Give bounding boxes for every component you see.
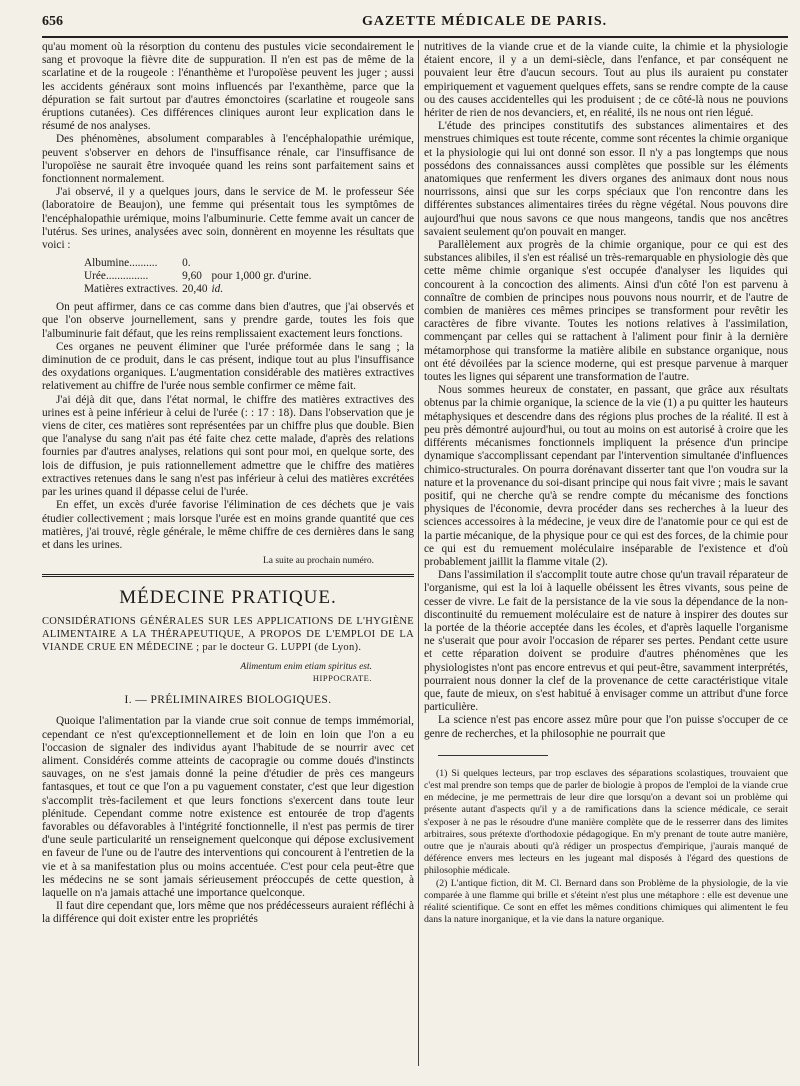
paragraph: Parallèlement aux progrès de la chimie organique, pour ce qui est des substances alibiles, il s'en est réalisé un très-remarquable en physiologie dès que cette même chimie organique s'est occupée d'analyser les liquides qui concourent à la concoction des aliments. Ainsi d'un côté l'on est parvenu à connaître de combien de principes nous pouvons nous nourrir, et de l'autre de combien de manières ces mêmes principes se transforment pour revêtir les caractères de fibre vivante. Toutes les notions relatives à l'assimilation, commençant par celles qui se rattachent à l'aliment pour finir à la dernière métamorphose qui transforme la matière alibile en substance organique, nous ont été dévoilées par la science moderne, qui est presque parvenue à marquer toutes les lignes qui séparent une transformation de l'autre. <box>424 239 788 384</box>
left-column <box>42 41 414 1066</box>
paragraph: En effet, un excès d'urée favorise l'élimination de ces déchets que je vais étudier collectivement ; mais lorsque l'urée est en moins grande quantité que ces matières, j'ai trouvé, règle générale, le même chiffre de ces dernières dans le sang et dans les urines. <box>42 499 414 551</box>
paragraph: Il faut dire cependant que, lors même que nos prédécesseurs auraient réfléchi à la différence qui doit exister entre les propriétés <box>42 900 414 926</box>
footnote-rule <box>438 755 548 756</box>
paragraph: Dans l'assimilation il s'accomplit toute autre chose qu'un travail réparateur de l'organisme, qui est la loi à laquelle obéissent les êtres vivants, sous peine de cesser de vivre. Le fait de la persistance de la vie sous la dépendance de la non-discontinuité du remuement moléculaire est de nature à inspirer des doutes sur la portée de la théorie acceptée dans les écoles, et d'après laquelle l'organisme ne s'userait que pour avoir l'occasion de réparer ses pertes. Pendant cette usure et cette réparation doivent se produire d'autres phénomènes que les physiologistes n'ont pas encore entrevus et qui peut-être, savamment interprétés, pourraient nous donner la clef de la provenance de cette caractéristique vitale que, faute de mieux, on s'est habitué à envisager comme un attribut d'une force particulière. <box>424 569 788 714</box>
column-divider <box>418 40 419 1066</box>
result-label: Albumine.......... <box>84 257 158 270</box>
result-unit <box>212 257 316 270</box>
epigraph <box>42 662 372 684</box>
table-row <box>84 257 315 270</box>
footnotes <box>424 768 788 927</box>
paragraph: nutritives de la viande crue et de la viande cuite, la chimie et la physiologie étaient encore, il y a un demi-siècle, dans l'enfance, et par conséquent ne pouvaient leur être d'aucun secours. Tout au plus ils auraient pu constater empiriquement et vaguement quelques effets, sans se rendre compte de la cause ou des causes accidentelles qui les produisent ; de ce côté-là nous ne pouvions hériter de rien de nos devanciers, et, en réalité, ils ne nous ont rien légué. <box>424 41 788 120</box>
continuation-note: La suite au prochain numéro. <box>262 556 374 567</box>
paragraph: qu'au moment où la résorption du contenu des pustules vicie secondairement le sang et provoque la fièvre dite de suppuration. Il n'en est pas de même de la scarlatine et de la rougeole : l'énanthème et l'uropoïèse peuvent les juger ; aussi les accidents généraux sont moins influencés par l'exanthème, parce que la dépuration se fait surtout par d'autres émonctoires (scarlatine et rougeole sans éruptions cutanées). Ces différences cliniques auront leur explication dans le résumé de nos analyses. <box>42 41 414 133</box>
urine-results-table <box>84 257 315 296</box>
paragraph: Nous sommes heureux de constater, en passant, que grâce aux résultats obtenus par la chimie organique, la science de la vie (1) a pu quitter les hauteurs métaphysiques et descendre dans des régions plus proches de la réalité. Il est à peu près démontré aujourd'hui, ou tout au moins on est autorisé à croire que les différents mécanismes fonctionnels impliquent la présence d'un principe dynamique s'accomplissant cependant par l'intervention simultanée d'influences chimico-structurales. On pourra dorénavant disserter tant que l'on voudra sur la nature et la provenance du soi-disant principe qui nous fait vivre ; mais le savant positif, qui ne cherche qu'à se rendre compte du mécanisme des fonctions physiques de l'économie, devra procéder dans ses recherches à la lueur des sciences accessoires à la médecine, je veux dire de l'anatomie pour ce qui est de la partie mécanique, de la physique pour ce qui est des forces, de la chimie pour ce qui est du remuement moléculaire inséparable de l'existence et d'où probablement jaillit la flamme vitale (2). <box>424 384 788 568</box>
section-rule <box>42 574 414 577</box>
footnote: (2) L'antique fiction, dit M. Cl. Bernard dans son Problème de la physiologie, de la vie comparée à une flamme qui brille et s'éteint n'est plus une métaphore : elle est devenue une réalité scientifique. Ce sont en effet les mêmes conditions chimiques qui alimentent le feu dans la nature inorganique, et la vie dans la nature organique. <box>424 877 788 926</box>
table-row <box>84 283 315 296</box>
paragraph: Des phénomènes, absolument comparables à l'encéphalopathie urémique, peuvent s'observer en dehors de l'insuffisance rénale, car l'insuffisance de l'uropoïèse ne saurait être invoquée quand les reins sont parfaitement sains et fonctionnent normalement. <box>42 133 414 186</box>
result-label: Urée............... <box>84 270 149 283</box>
result-unit: id. <box>211 283 224 296</box>
result-value: 9,60 <box>182 270 202 283</box>
paragraph: J'ai déjà dit que, dans l'état normal, le chiffre des matières extractives des urines est à peine inférieur à celui de l'urée (: : 17 : 18). Dans l'observation que je viens de citer, ces matières sont représentées par un chiffre plus que double. Bien que l'analyse du sang n'ait pas été faite chez cette malade, d'après des relations fournies par d'autres analyses, relations qui sont pour moi, en quelque sorte, des lois de diffusion, je puis rationnellement admettre que le chiffre des matières extractives retenues dans le sang n'est pas inférieur à celui des matières excrétées par les urines quand il dépasse celui de l'urée. <box>42 393 414 499</box>
header-rule <box>42 36 788 38</box>
epigraph-author: HIPPOCRATE. <box>312 673 372 684</box>
right-column <box>424 41 788 1066</box>
article-title: CONSIDÉRATIONS GÉNÉRALES SUR LES APPLICATIONS DE L'HYGIÈNE ALIMENTAIRE A LA THÉRAPEUTIQUE, A PROPOS DE L'EMPLOI DE LA VIANDE CRUE EN MÉDECINE ; par le docteur G. LUPPI (de Lyon). <box>42 615 414 653</box>
page-header <box>42 14 784 34</box>
result-unit: pour 1,000 gr. d'urine. <box>211 270 312 283</box>
result-label: Matières extractives. <box>84 283 179 296</box>
epigraph-quote: Alimentum enim etiam spiritus est. <box>240 662 372 673</box>
page-number: 656 <box>42 14 63 29</box>
table-row <box>84 270 315 283</box>
paragraph: L'étude des principes constitutifs des substances alimentaires et des menstrues chimiques est toute récente, comme sont récentes la chimie organique et la physiologie qui lui ont donné son essor. Il n'y a pas longtemps que nous possédons des connaissances aussi complètes que possible sur les éléments anatomiques que renferment les divers organes des animaux dont nous nous nourrissons, ainsi que sur les corps spéciaux que l'on rencontre dans les différentes substances alimentaires tirées du règne végétal. Nous pouvons dire aujourd'hui que nous savons ce que nous mangeons, tandis que nos ancêtres savaient seulement qu'on pouvait en manger. <box>424 120 788 238</box>
journal-title: GAZETTE MÉDICALE DE PARIS. <box>362 14 608 29</box>
paragraph: Ces organes ne peuvent éliminer que l'urée préformée dans le sang ; la diminution de ce produit, dans le cas présent, indique tout au plus l'insuffisance des oxydations organiques. L'augmentation considérable des matières extractives relativement au chiffre de l'urée nous semble confirmer ce même fait. <box>42 340 414 393</box>
paragraph: On peut affirmer, dans ce cas comme dans bien d'autres, que j'ai observés et que l'on observe journellement, sans y prendre garde, toutes les fois que l'albuminurie fait défaut, que les reins remplissaient exactement leurs fonctions. <box>42 301 414 340</box>
section-title: MÉDECINE PRATIQUE. <box>119 587 337 609</box>
subsection-heading: I. — PRÉLIMINAIRES BIOLOGIQUES. <box>124 694 332 707</box>
footnote: (1) Si quelques lecteurs, par trop esclaves des séparations scolastiques, trouvaient que c'est mal prendre son temps que de parler de biologie à propos de l'emploi de la viande crue en médecine, je me permettrais de leur dire que lorsqu'on a devant soi un problème qui présente autant d'aspects qu'il y a de ramifications dans la science médicale, ce serait s'exposer à ne pas le résoudre d'une manière complète que de le resserrer dans des limites arbitraires, sous prétexte d'orthodoxie pédagogique. En m'y prenant de toute autre manière, outre que je n'aurais abouti qu'à rédiger un prospectus d'empirique, j'aurais manqué de déférence envers mes lecteurs en les jugeant mal disposés à l'égard des questions de philosophie médicale. <box>424 767 788 877</box>
paragraph: J'ai observé, il y a quelques jours, dans le service de M. le professeur Sée (laboratoire de Beaujon), une femme qui présentait tous les symptômes de l'encéphalopathie urémique, moins l'albuminurie. Cette femme avait un cancer de l'utérus. Ses urines, analysées avec soin, donnèrent en moyenne les résultats que voici : <box>42 186 414 252</box>
paragraph: La science n'est pas encore assez mûre pour que l'on puisse s'occuper de ce genre de recherches, et la philosophie ne pourrait que <box>424 714 788 740</box>
result-value: 0. <box>182 257 191 270</box>
paragraph: Quoique l'alimentation par la viande crue soit connue de temps immémorial, cependant ce n'est qu'exceptionnellement et de loin en loin que l'on a eu l'occasion de signaler des individus ayant l'habitude de se nourrir avec cet aliment. Considérés comme atteints de cacopragie ou comme doués d'instincts sauvages, on ne s'est jamais donné la peine d'étudier de près ces mangeurs fantasques, et tout ce que l'on a pu vaguement constater, c'est que leur digestion s'accomplit très-facilement et que leurs fonctions s'exercent dans toute leur plénitude. Cependant comme notre existence est entourée de trop d'agents favorables ou défavorables à l'intégrité fonctionnelle, il n'est pas permis de tirer d'une seule particularité un renseignement quelconque qui dépose exclusivement en faveur de l'une ou de l'autre des interventions qui concourent à l'entretien de la vie et à sa manifestation plus ou moins accentuée. C'est pour cela peut-être que les médecins ne se sont jamais sérieusement préoccupés de cette question, à laquelle on n'a jamais attaché une importance quelconque. <box>42 715 414 899</box>
result-value: 20,40 <box>182 283 208 296</box>
